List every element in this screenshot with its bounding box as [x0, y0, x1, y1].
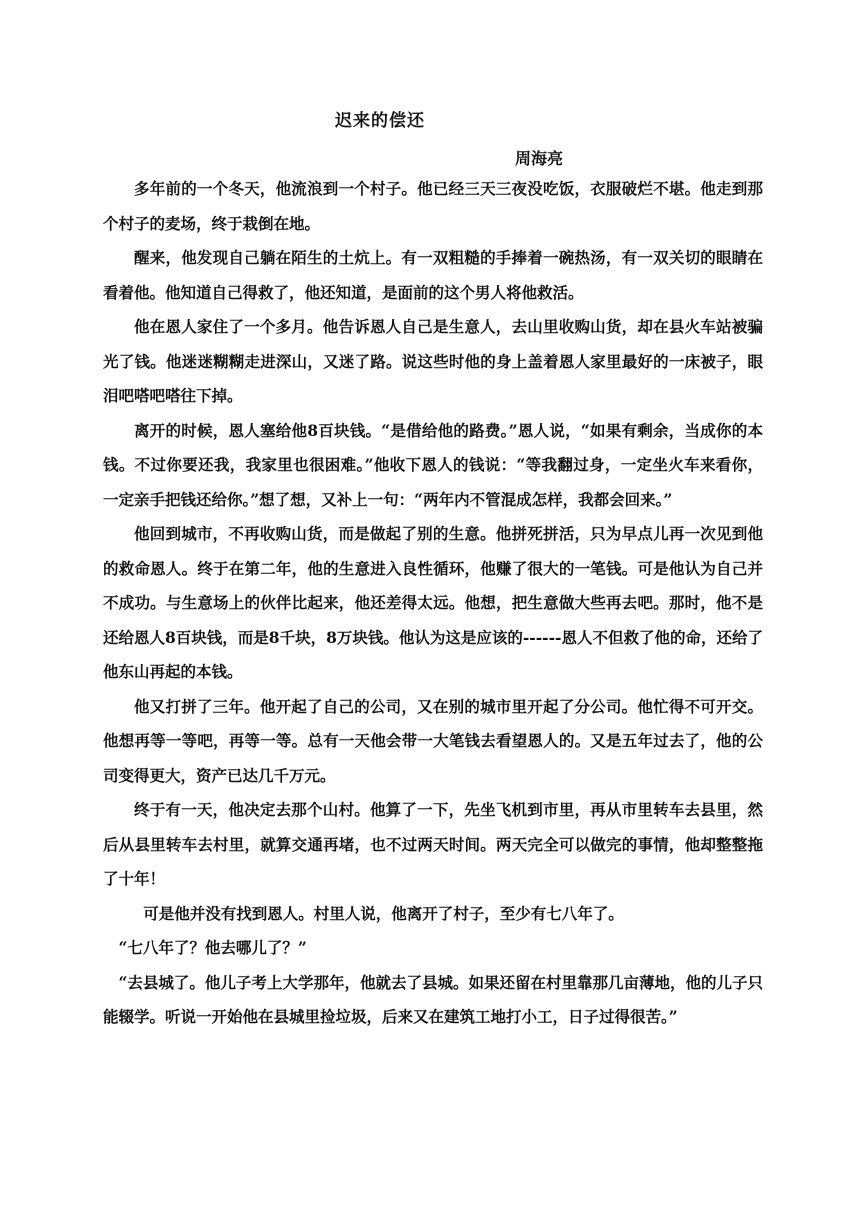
article-body	[103, 172, 763, 1035]
paragraph: 可是他并没有找到恩人。村里人说，他离开了村子，至少有七八年了。	[143, 903, 624, 923]
paragraph: 他在恩人家住了一个多月。他告诉恩人自己是生意人，去山里收购山货，却在县火车站被骗光了钱。他迷迷糊糊走进深山，又迷了路。说这些时他的身上盖着恩人家里最好的一床被子，眼泪吧嗒吧嗒往下掉。	[103, 317, 763, 405]
article-author: 周海亮	[515, 149, 564, 168]
paragraph: 他回到城市，不再收购山货，而是做起了别的生意。他拼死拼活，只为早点儿再一次见到他的救命恩人。终于在第二年，他的生意进入良性循环，他赚了很大的一笔钱。可是他认为自己并不成功。与生意场上的伙伴比起来，他还差得太远。他想，把生意做大些再去吧。那时，他不是还给恩人8百块钱，而是8千块，8万块钱。他认为这是应该的------恩人不但救了他的命，还给了他东山再起的本钱。	[103, 524, 763, 681]
paragraph: 多年前的一个冬天，他流浪到一个村子。他已经三天三夜没吃饭，衣服破烂不堪。他走到那个村子的麦场，终于栽倒在地。	[103, 179, 763, 233]
article-title: 迟来的偿还	[335, 111, 425, 131]
paragraph: 终于有一天，他决定去那个山村。他算了一下，先坐飞机到市里，再从市里转车去县里，然后从县里转车去村里，就算交通再堵，也不过两天时间。两天完全可以做完的事情，他却整整拖了十年！	[103, 800, 763, 888]
paragraph: “去县城了。他儿子考上大学那年，他就去了县城。如果还留在村里靠那几亩薄地，他的儿子只能辍学。听说一开始他在县城里捡垃圾，后来又在建筑工地打小工，日子过得很苦。”	[103, 972, 763, 1026]
paragraph: 醒来，他发现自己躺在陌生的土炕上。有一双粗糙的手捧着一碗热汤，有一双关切的眼睛在看着他。他知道自己得救了，他还知道，是面前的这个男人将他救活。	[103, 248, 763, 302]
paragraph: “七八年了？他去哪儿了？”	[118, 938, 307, 957]
paragraph: 离开的时候，恩人塞给他8百块钱。“是借给他的路费。”恩人说，“如果有剩余，当成你的本钱。不过你要还我，我家里也很困难。”他收下恩人的钱说：“等我翻过身，一定坐火车来看你，一定亲手把钱还给你。”想了想，又补上一句：“两年内不管混成怎样，我都会回来。”	[103, 420, 763, 509]
paragraph: 他又打拼了三年。他开起了自己的公司，又在别的城市里开起了分公司。他忙得不可开交。他想再等一等吧，再等一等。总有一天他会带一大笔钱去看望恩人的。又是五年过去了，他的公司变得更大，资产已达几千万元。	[103, 696, 763, 785]
